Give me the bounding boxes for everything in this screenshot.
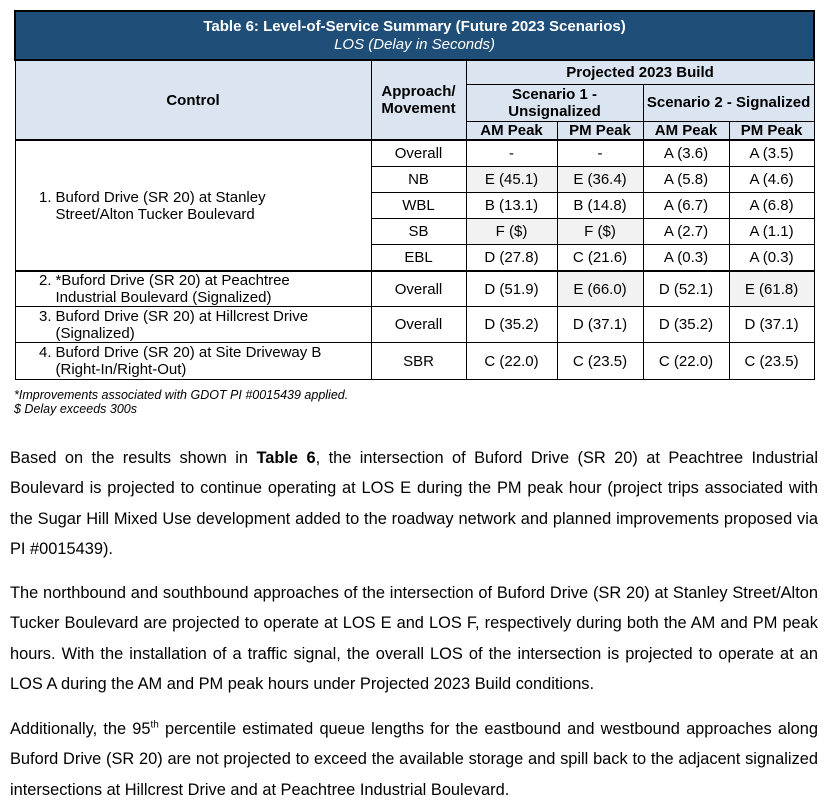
header-peak: PM Peak bbox=[729, 121, 814, 140]
paragraph-1 bbox=[10, 443, 818, 565]
los-cell: A (6.8) bbox=[729, 193, 814, 219]
intersection-name: Buford Drive (SR 20) at Hillcrest Drive (Signalized) bbox=[55, 307, 309, 342]
intersection-name: Buford Drive (SR 20) at Stanley Street/Alton Tucker Boulevard bbox=[55, 188, 266, 223]
los-cell: E (45.1) bbox=[466, 167, 557, 193]
los-cell: D (35.2) bbox=[466, 307, 557, 343]
movement-cell: SB bbox=[371, 219, 466, 245]
movement-cell: Overall bbox=[371, 307, 466, 343]
los-cell: A (2.7) bbox=[643, 219, 729, 245]
header-scenario2: Scenario 2 - Signalized bbox=[643, 84, 814, 121]
header-approach: Approach/ Movement bbox=[371, 60, 466, 140]
movement-cell: Overall bbox=[371, 140, 466, 167]
table-note: *Improvements associated with GDOT PI #0015439 applied. bbox=[14, 388, 349, 402]
header-peak: PM Peak bbox=[557, 121, 643, 140]
intersection-number: 1. bbox=[38, 188, 52, 206]
los-cell: C (22.0) bbox=[643, 343, 729, 380]
movement-cell: SBR bbox=[371, 343, 466, 380]
control-cell bbox=[15, 140, 371, 271]
los-cell: - bbox=[557, 140, 643, 167]
paragraph-text: Additionally, the 95 bbox=[10, 720, 151, 738]
paragraph-3 bbox=[10, 714, 818, 805]
superscript: th bbox=[150, 719, 159, 731]
los-cell: C (23.5) bbox=[729, 343, 814, 380]
table-subtitle: LOS (Delay in Seconds) bbox=[334, 35, 495, 53]
los-cell: B (13.1) bbox=[466, 193, 557, 219]
los-cell: D (37.1) bbox=[729, 307, 814, 343]
los-cell: C (23.5) bbox=[557, 343, 643, 380]
intersection-number: 4. bbox=[38, 344, 52, 361]
intersection-name: Buford Drive (SR 20) at Site Driveway B (Right-In/Right-Out) bbox=[55, 344, 322, 378]
los-cell: A (4.6) bbox=[729, 167, 814, 193]
intersection-number: 3. bbox=[38, 307, 52, 325]
los-cell: A (5.8) bbox=[643, 167, 729, 193]
los-cell: E (36.4) bbox=[557, 167, 643, 193]
table-title-cell bbox=[15, 11, 814, 60]
header-peak: AM Peak bbox=[643, 121, 729, 140]
los-cell: D (51.9) bbox=[466, 271, 557, 307]
intersection-number: 2. bbox=[38, 272, 52, 289]
control-cell bbox=[15, 271, 371, 307]
los-cell: C (22.0) bbox=[466, 343, 557, 380]
paragraph-text: percentile estimated queue lengths for the eastbound and westbound approaches along Buford Drive (SR 20) are not projected to exceed the available storage and spill back to the adjacent signalized intersections at Hillcrest Drive and at Peachtree Industrial Boulevard. bbox=[10, 720, 818, 799]
movement-cell: WBL bbox=[371, 193, 466, 219]
los-cell: A (3.5) bbox=[729, 140, 814, 167]
table-row bbox=[15, 271, 814, 307]
los-cell: D (37.1) bbox=[557, 307, 643, 343]
paragraph-text: , the intersection of Buford Drive (SR 20) at Peachtree Industrial Boulevard is projected to continue operating at LOS E during the PM peak hour (project trips associated with the Sugar Hill Mixed Use development added to the roadway network and planned improvements proposed via PI #0015439). bbox=[10, 449, 819, 559]
movement-cell: NB bbox=[371, 167, 466, 193]
movement-cell: EBL bbox=[371, 245, 466, 272]
header-peak: AM Peak bbox=[466, 121, 557, 140]
los-cell: B (14.8) bbox=[557, 193, 643, 219]
los-cell: D (35.2) bbox=[643, 307, 729, 343]
movement-cell: Overall bbox=[371, 271, 466, 307]
table-row bbox=[15, 140, 814, 167]
los-cell: A (0.3) bbox=[643, 245, 729, 272]
los-cell: A (0.3) bbox=[729, 245, 814, 272]
table-notes bbox=[14, 388, 348, 416]
los-cell: E (66.0) bbox=[557, 271, 643, 307]
intersection-name: *Buford Drive (SR 20) at Peachtree Industrial Boulevard (Signalized) bbox=[55, 272, 290, 306]
los-cell: - bbox=[466, 140, 557, 167]
table-title: Table 6: Level-of-Service Summary (Future 2023 Scenarios) bbox=[203, 17, 626, 35]
los-cell: A (6.7) bbox=[643, 193, 729, 219]
table-note: $ Delay exceeds 300s bbox=[14, 402, 137, 416]
los-cell: F ($) bbox=[557, 219, 643, 245]
los-cell: C (21.6) bbox=[557, 245, 643, 272]
los-cell: D (52.1) bbox=[643, 271, 729, 307]
los-cell: A (3.6) bbox=[643, 140, 729, 167]
los-cell: D (27.8) bbox=[466, 245, 557, 272]
paragraph-text: Based on the results shown in bbox=[10, 449, 257, 467]
control-cell bbox=[15, 343, 371, 380]
los-cell: A (1.1) bbox=[729, 219, 814, 245]
header-projected: Projected 2023 Build bbox=[466, 60, 814, 84]
header-control: Control bbox=[15, 60, 371, 140]
table-row bbox=[15, 343, 814, 380]
table-row bbox=[15, 307, 814, 343]
paragraph-2: The northbound and southbound approaches of the intersection of Buford Drive (SR 20) at Stanley Street/Alton Tucker Boulevard are projected to operate at LOS E and LOS F, respectively during both the AM and PM peak hours. With the installation of a traffic signal, the overall LOS of the intersection is projected to operate at an LOS A during the AM and PM peak hours under Projected 2023 Build conditions. bbox=[10, 584, 818, 694]
header-scenario1: Scenario 1 - Unsignalized bbox=[466, 84, 643, 121]
control-cell bbox=[15, 307, 371, 343]
table-reference: Table 6 bbox=[256, 449, 316, 467]
los-summary-table bbox=[14, 10, 815, 380]
los-cell: E (61.8) bbox=[729, 271, 814, 307]
los-cell: F ($) bbox=[466, 219, 557, 245]
